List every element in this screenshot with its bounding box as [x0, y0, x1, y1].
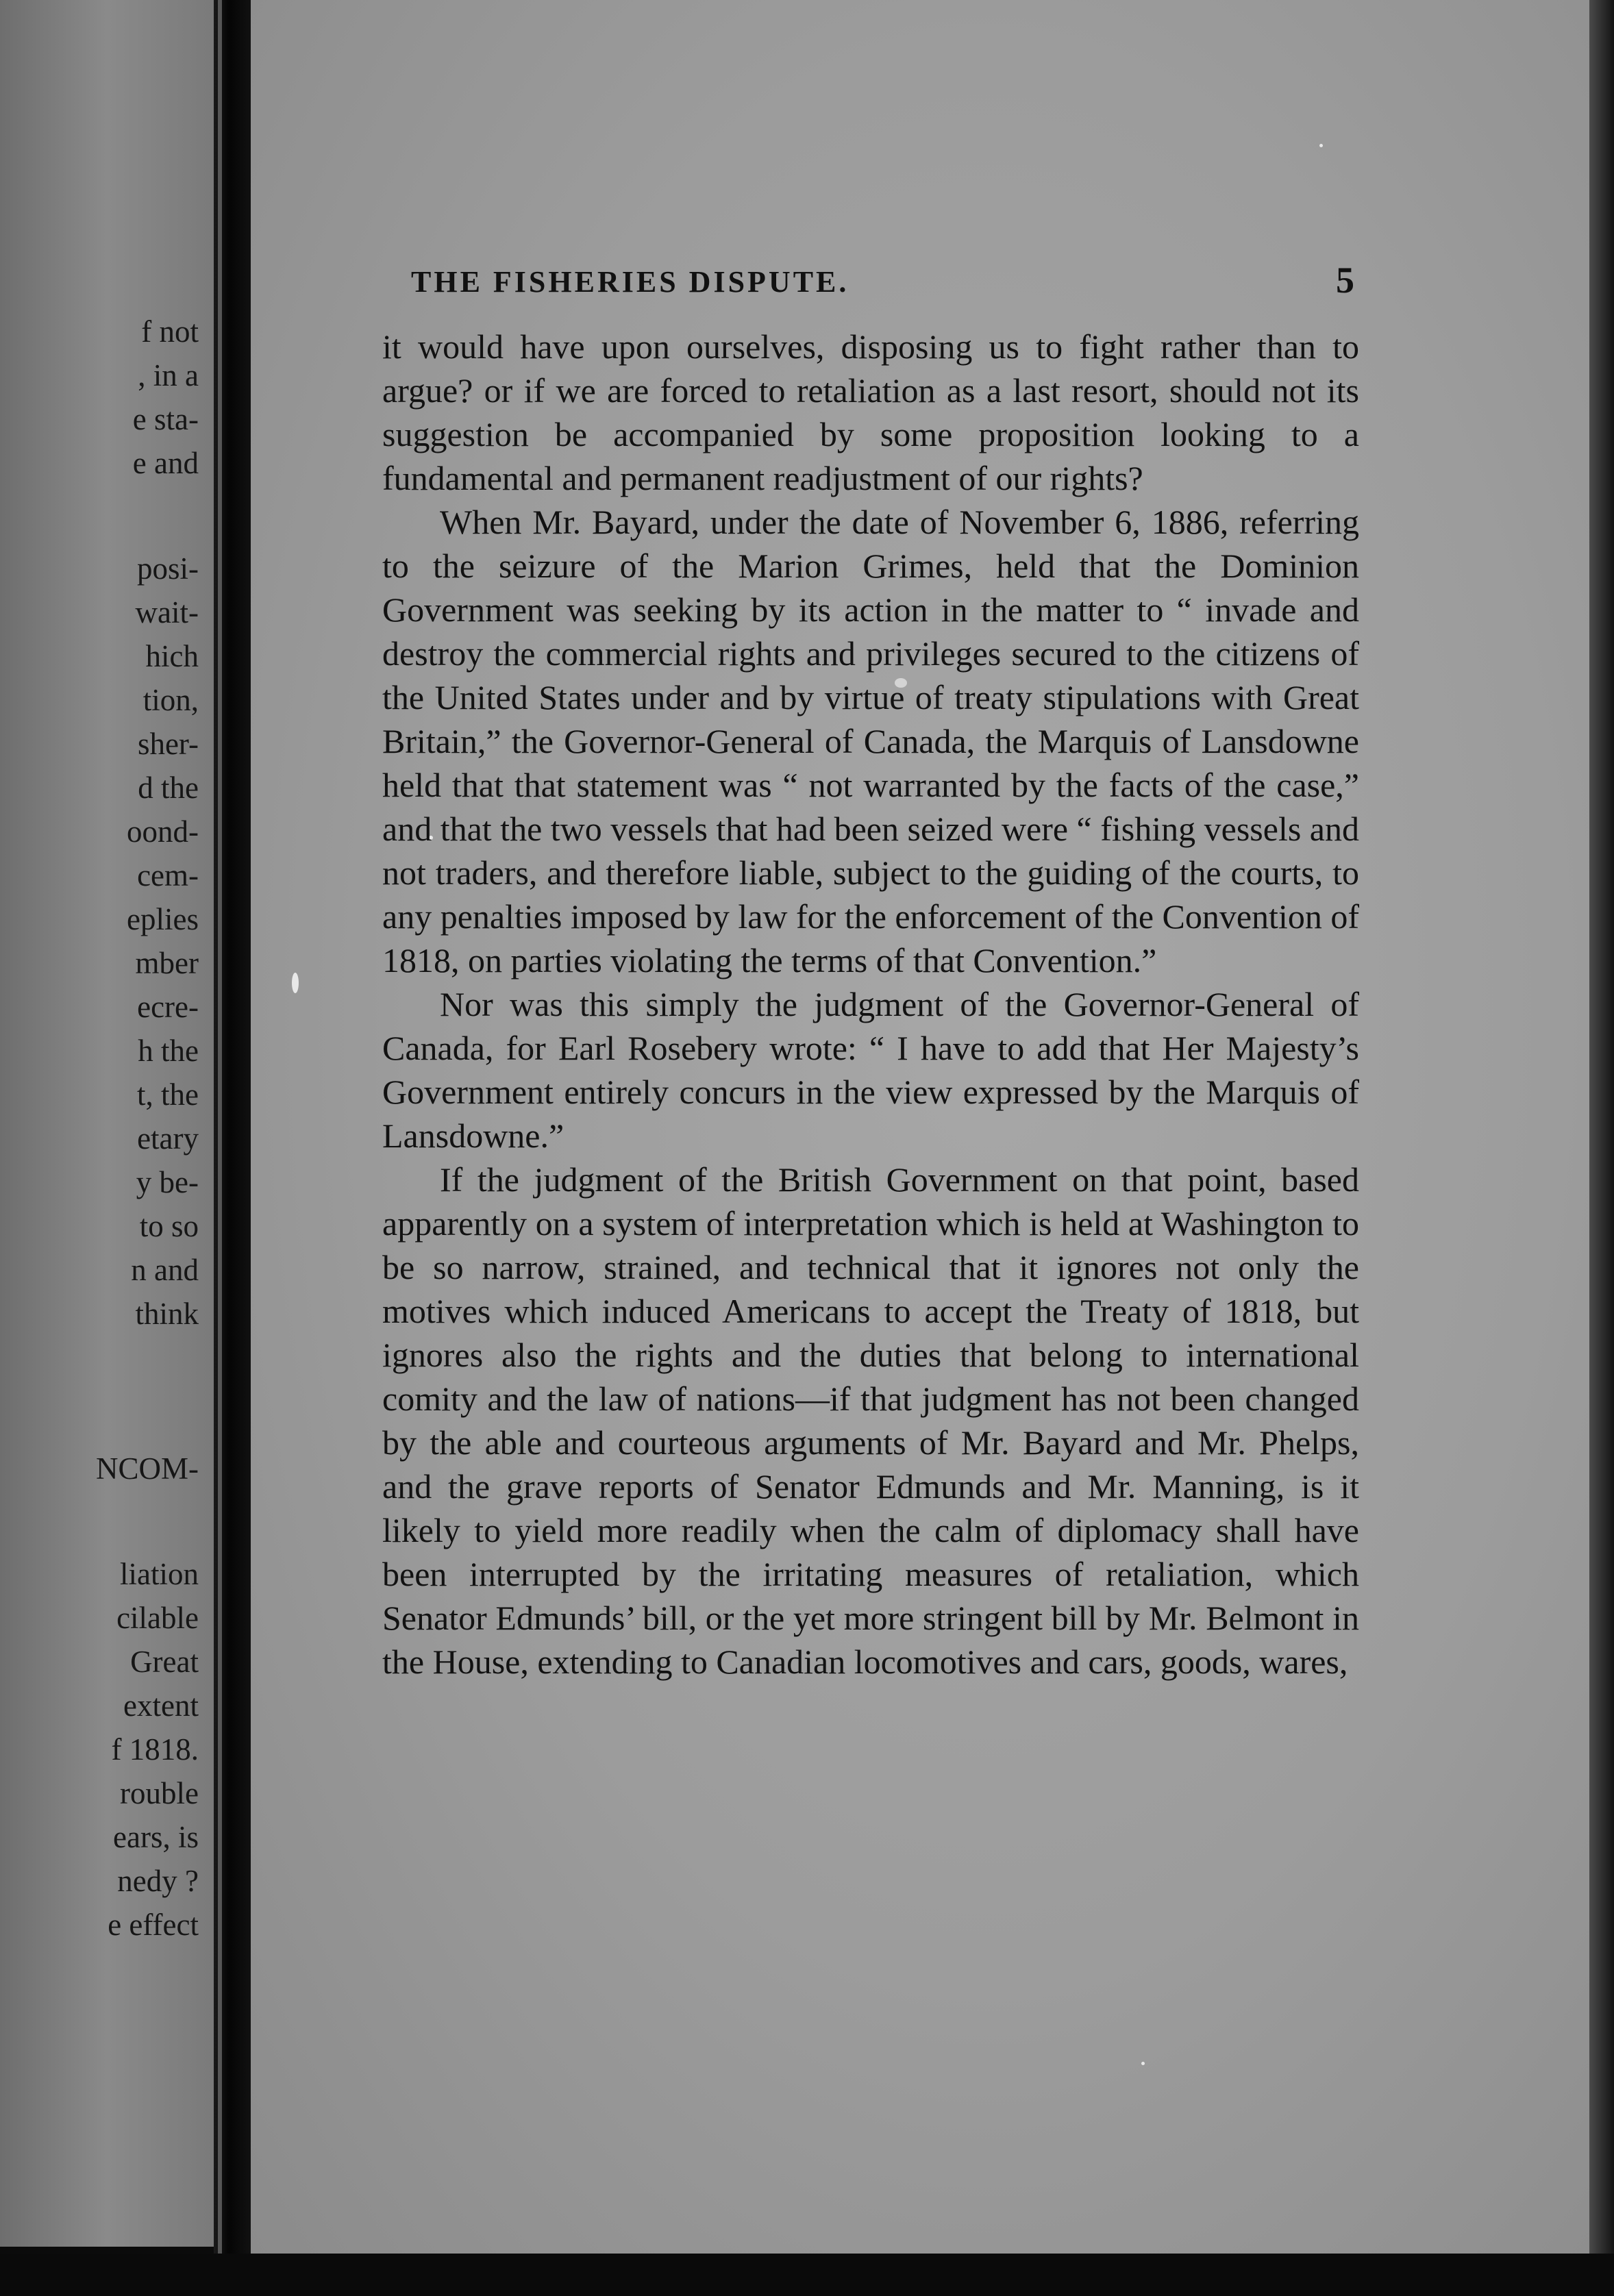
- left-page-fragment: e effect: [108, 1908, 199, 1942]
- paragraph: If the judgment of the British Government on that point, based apparently on a system of interpretation which is held at Washington to be so narrow, strained, and technical that it ignores not only the motives which induced Americans to accept the Treaty of 1818, but ignores also the rights and the duties that belong to international comity and the law of nations—if that judgment has not been changed by the able and courteous arguments of Mr. Bayard and Mr. Phelps, and the grave reports of Senator Edmunds and Mr. Manning, is it likely to yield more readily when the calm of diplomacy shall have been interrupted by the irritating measures of retaliation, which Senator Edmunds’ bill, or the yet more stringent bill by Mr. Belmont in the House, extending to Canadian locomotives and cars, goods, wares,: [382, 1160, 1359, 1681]
- left-page-fragment: f not: [141, 314, 199, 349]
- left-page-fragment: n and: [131, 1253, 199, 1287]
- left-page-fragment: rouble: [120, 1776, 199, 1810]
- left-page-fragment: ears, is: [113, 1820, 199, 1854]
- body-text: [382, 325, 1359, 1684]
- left-page-fragment: y be-: [136, 1165, 199, 1199]
- scan-bottom-border: [0, 2254, 1614, 2296]
- left-page-fragment: extent: [123, 1688, 199, 1723]
- running-title: THE FISHERIES DISPUTE.: [411, 265, 849, 299]
- left-page-fragment: , in a: [138, 358, 199, 392]
- left-page-fragment: wait-: [135, 595, 199, 629]
- left-page-fragment: posi-: [137, 551, 199, 586]
- left-page-fragment: to so: [139, 1209, 199, 1243]
- left-page-fragment: tion,: [142, 683, 199, 717]
- page-right-edge: [1589, 0, 1614, 2296]
- gutter-highlight: [218, 0, 222, 2296]
- left-page-fragment: hich: [145, 639, 199, 673]
- left-page-fragment: t, the: [137, 1077, 199, 1112]
- left-page-fragment: h the: [138, 1034, 199, 1068]
- left-page-fragment: d the: [138, 771, 199, 805]
- paragraph: When Mr. Bayard, under the date of November 6, 1886, referring to the seizure of the Marion Grimes, held that the Dominion Government was seeking by its action in the matter to “ invade and destroy the commercial rights and privileges secured to the citizens of the United States under and by virtue of treaty stipulations with Great Britain,” the Governor-General of Canada, the Marquis of Lansdowne held that that statement was “ not warranted by the facts of the case,” and that the two vessels that had been seized were “ fishing vessels and not traders, and therefore liable, subject to the guiding of the courts, to any penalties imposed by law for the enforcement of the Convention of 1818, on parties violating the terms of that Convention.”: [382, 503, 1359, 979]
- left-page-fragment: etary: [137, 1121, 199, 1156]
- page-number: 5: [1336, 260, 1354, 301]
- scan-speck: [292, 973, 299, 993]
- left-page-fragment: think: [135, 1297, 199, 1331]
- left-page-fragment: sher-: [137, 727, 199, 761]
- left-page-fragment: nedy ?: [117, 1864, 199, 1898]
- left-page-fragment: mber: [135, 946, 199, 980]
- scan-speck: [1319, 144, 1323, 147]
- left-page-fragment: e sta-: [132, 402, 199, 436]
- left-page-fragment: ecre-: [137, 990, 199, 1024]
- left-page-fragment: cem-: [137, 858, 199, 893]
- left-page-fragment: Great: [130, 1645, 199, 1679]
- paragraph: it would have upon ourselves, disposing us to fight rather than to argue? or if we are forced to retaliation as a last resort, should not its suggestion be accompanied by some proposition looking to a fundamental and permanent readjustment of our rights?: [382, 327, 1359, 497]
- paragraph: Nor was this simply the judgment of the Governor-General of Canada, for Earl Rosebery wrote: “ I have to add that Her Majesty’s Government entirely concurs in the view expressed by the Marquis of Lansdowne.”: [382, 985, 1359, 1155]
- left-page-fragment: eplies: [127, 902, 199, 936]
- left-page-fragment: liation: [120, 1557, 199, 1591]
- left-page-fragment: cilable: [116, 1601, 199, 1635]
- left-page-fragment: NCOM-: [95, 1451, 199, 1486]
- left-page: [0, 0, 214, 2247]
- left-page-fragment: oond-: [127, 814, 199, 849]
- scan-speck: [1141, 2062, 1145, 2065]
- left-page-fragment: e and: [132, 446, 199, 480]
- left-page-fragment: f 1818.: [111, 1732, 199, 1767]
